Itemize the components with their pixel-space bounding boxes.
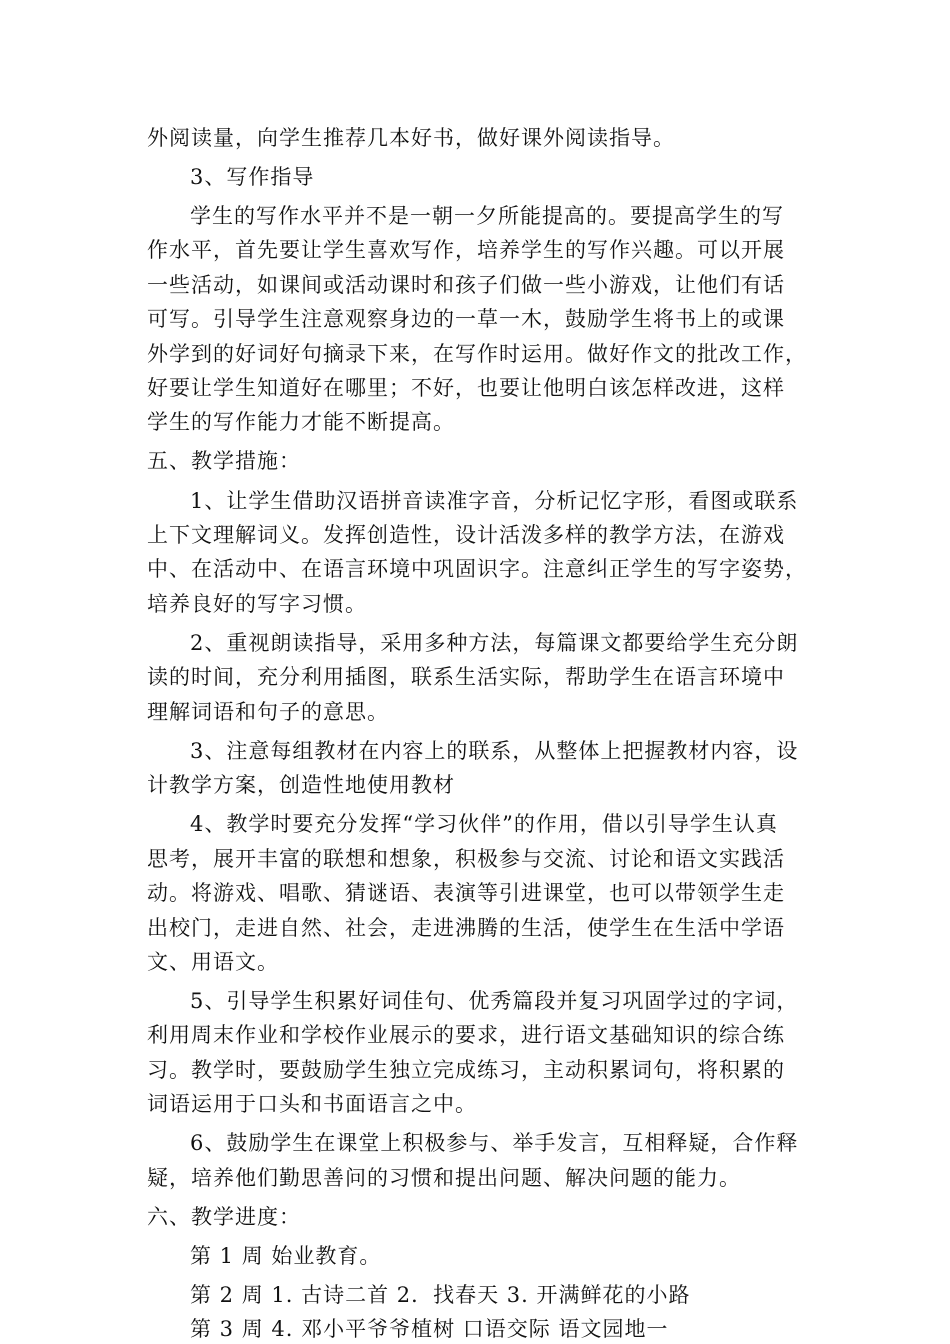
paragraph-line: 思考，展开丰富的联想和想象，积极参与交流、讨论和语文实践活 [147, 847, 785, 871]
paragraph-line: 文、用语文。 [147, 950, 279, 974]
paragraph-line: 培养良好的写字习惯。 [147, 592, 367, 616]
paragraph-line: 5、引导学生积累好词佳句、优秀篇段并复习巩固学过的字词， [190, 989, 799, 1013]
section-heading: 六、教学进度： [147, 1205, 301, 1229]
paragraph-line: 外阅读量，向学生推荐几本好书，做好课外阅读指导。 [147, 126, 675, 150]
paragraph-line: 计教学方案，创造性地使用教材 [147, 773, 455, 797]
paragraph-line: 读的时间，充分利用插图，联系生活实际，帮助学生在语言环境中 [147, 665, 785, 689]
paragraph-line: 6、鼓励学生在课堂上积极参与、举手发言，互相释疑，合作释 [190, 1131, 799, 1155]
paragraph-line: 词语运用于口头和书面语言之中。 [147, 1092, 477, 1116]
paragraph-line: 习。教学时，要鼓励学生独立完成练习，主动积累词句，将积累的 [147, 1058, 785, 1082]
section-heading: 五、教学措施： [147, 449, 301, 473]
paragraph-line: 2、重视朗读指导，采用多种方法，每篇课文都要给学生充分朗 [190, 631, 799, 655]
paragraph-line: 1、让学生借助汉语拼音读准字音，分析记忆字形，看图或联系 [190, 489, 799, 513]
paragraph-line: 理解词语和句子的意思。 [147, 700, 389, 724]
schedule-week-1: 第 1 周 始业教育。 [190, 1244, 382, 1268]
paragraph-line: 外学到的好词好句摘录下来，在写作时运用。做好作文的批改工作， [147, 342, 807, 366]
paragraph-line: 动。将游戏、唱歌、猜谜语、表演等引进课堂，也可以带领学生走 [147, 881, 785, 905]
section-heading: 3、写作指导 [190, 165, 315, 189]
paragraph-line: 学生的写作能力才能不断提高。 [147, 410, 455, 434]
paragraph-line: 疑，培养他们勤思善问的习惯和提出问题、解决问题的能力。 [147, 1166, 741, 1190]
paragraph-line: 好要让学生知道好在哪里；不好，也要让他明白该怎样改进，这样 [147, 376, 785, 400]
paragraph-line: 利用周末作业和学校作业展示的要求，进行语文基础知识的综合练 [147, 1023, 785, 1047]
paragraph-line: 4、教学时要充分发挥“学习伙伴”的作用，借以引导学生认真 [190, 812, 778, 836]
schedule-week-2: 第 2 周 1. 古诗二首 2．找春天 3. 开满鲜花的小路 [190, 1283, 691, 1307]
paragraph-line: 可写。引导学生注意观察身边的一草一木，鼓励学生将书上的或课 [147, 307, 785, 331]
paragraph-line: 上下文理解词义。发挥创造性，设计活泼多样的教学方法，在游戏 [147, 523, 785, 547]
paragraph-line: 出校门，走进自然、社会，走进沸腾的生活，使学生在生活中学语 [147, 916, 785, 940]
paragraph-line: 作水平，首先要让学生喜欢写作，培养学生的写作兴趣。可以开展 [147, 238, 785, 262]
paragraph-line: 3、注意每组教材在内容上的联系，从整体上把握教材内容，设 [190, 739, 799, 763]
paragraph-line: 学生的写作水平并不是一朝一夕所能提高的。要提高学生的写 [190, 204, 784, 228]
paragraph-line: 中、在活动中、在语言环境中巩固识字。注意纠正学生的写字姿势， [147, 557, 807, 581]
schedule-week-3: 第 3 周 4. 邓小平爷爷植树 口语交际 语文园地一 [190, 1317, 669, 1341]
paragraph-line: 一些活动，如课间或活动课时和孩子们做一些小游戏，让他们有话 [147, 273, 785, 297]
